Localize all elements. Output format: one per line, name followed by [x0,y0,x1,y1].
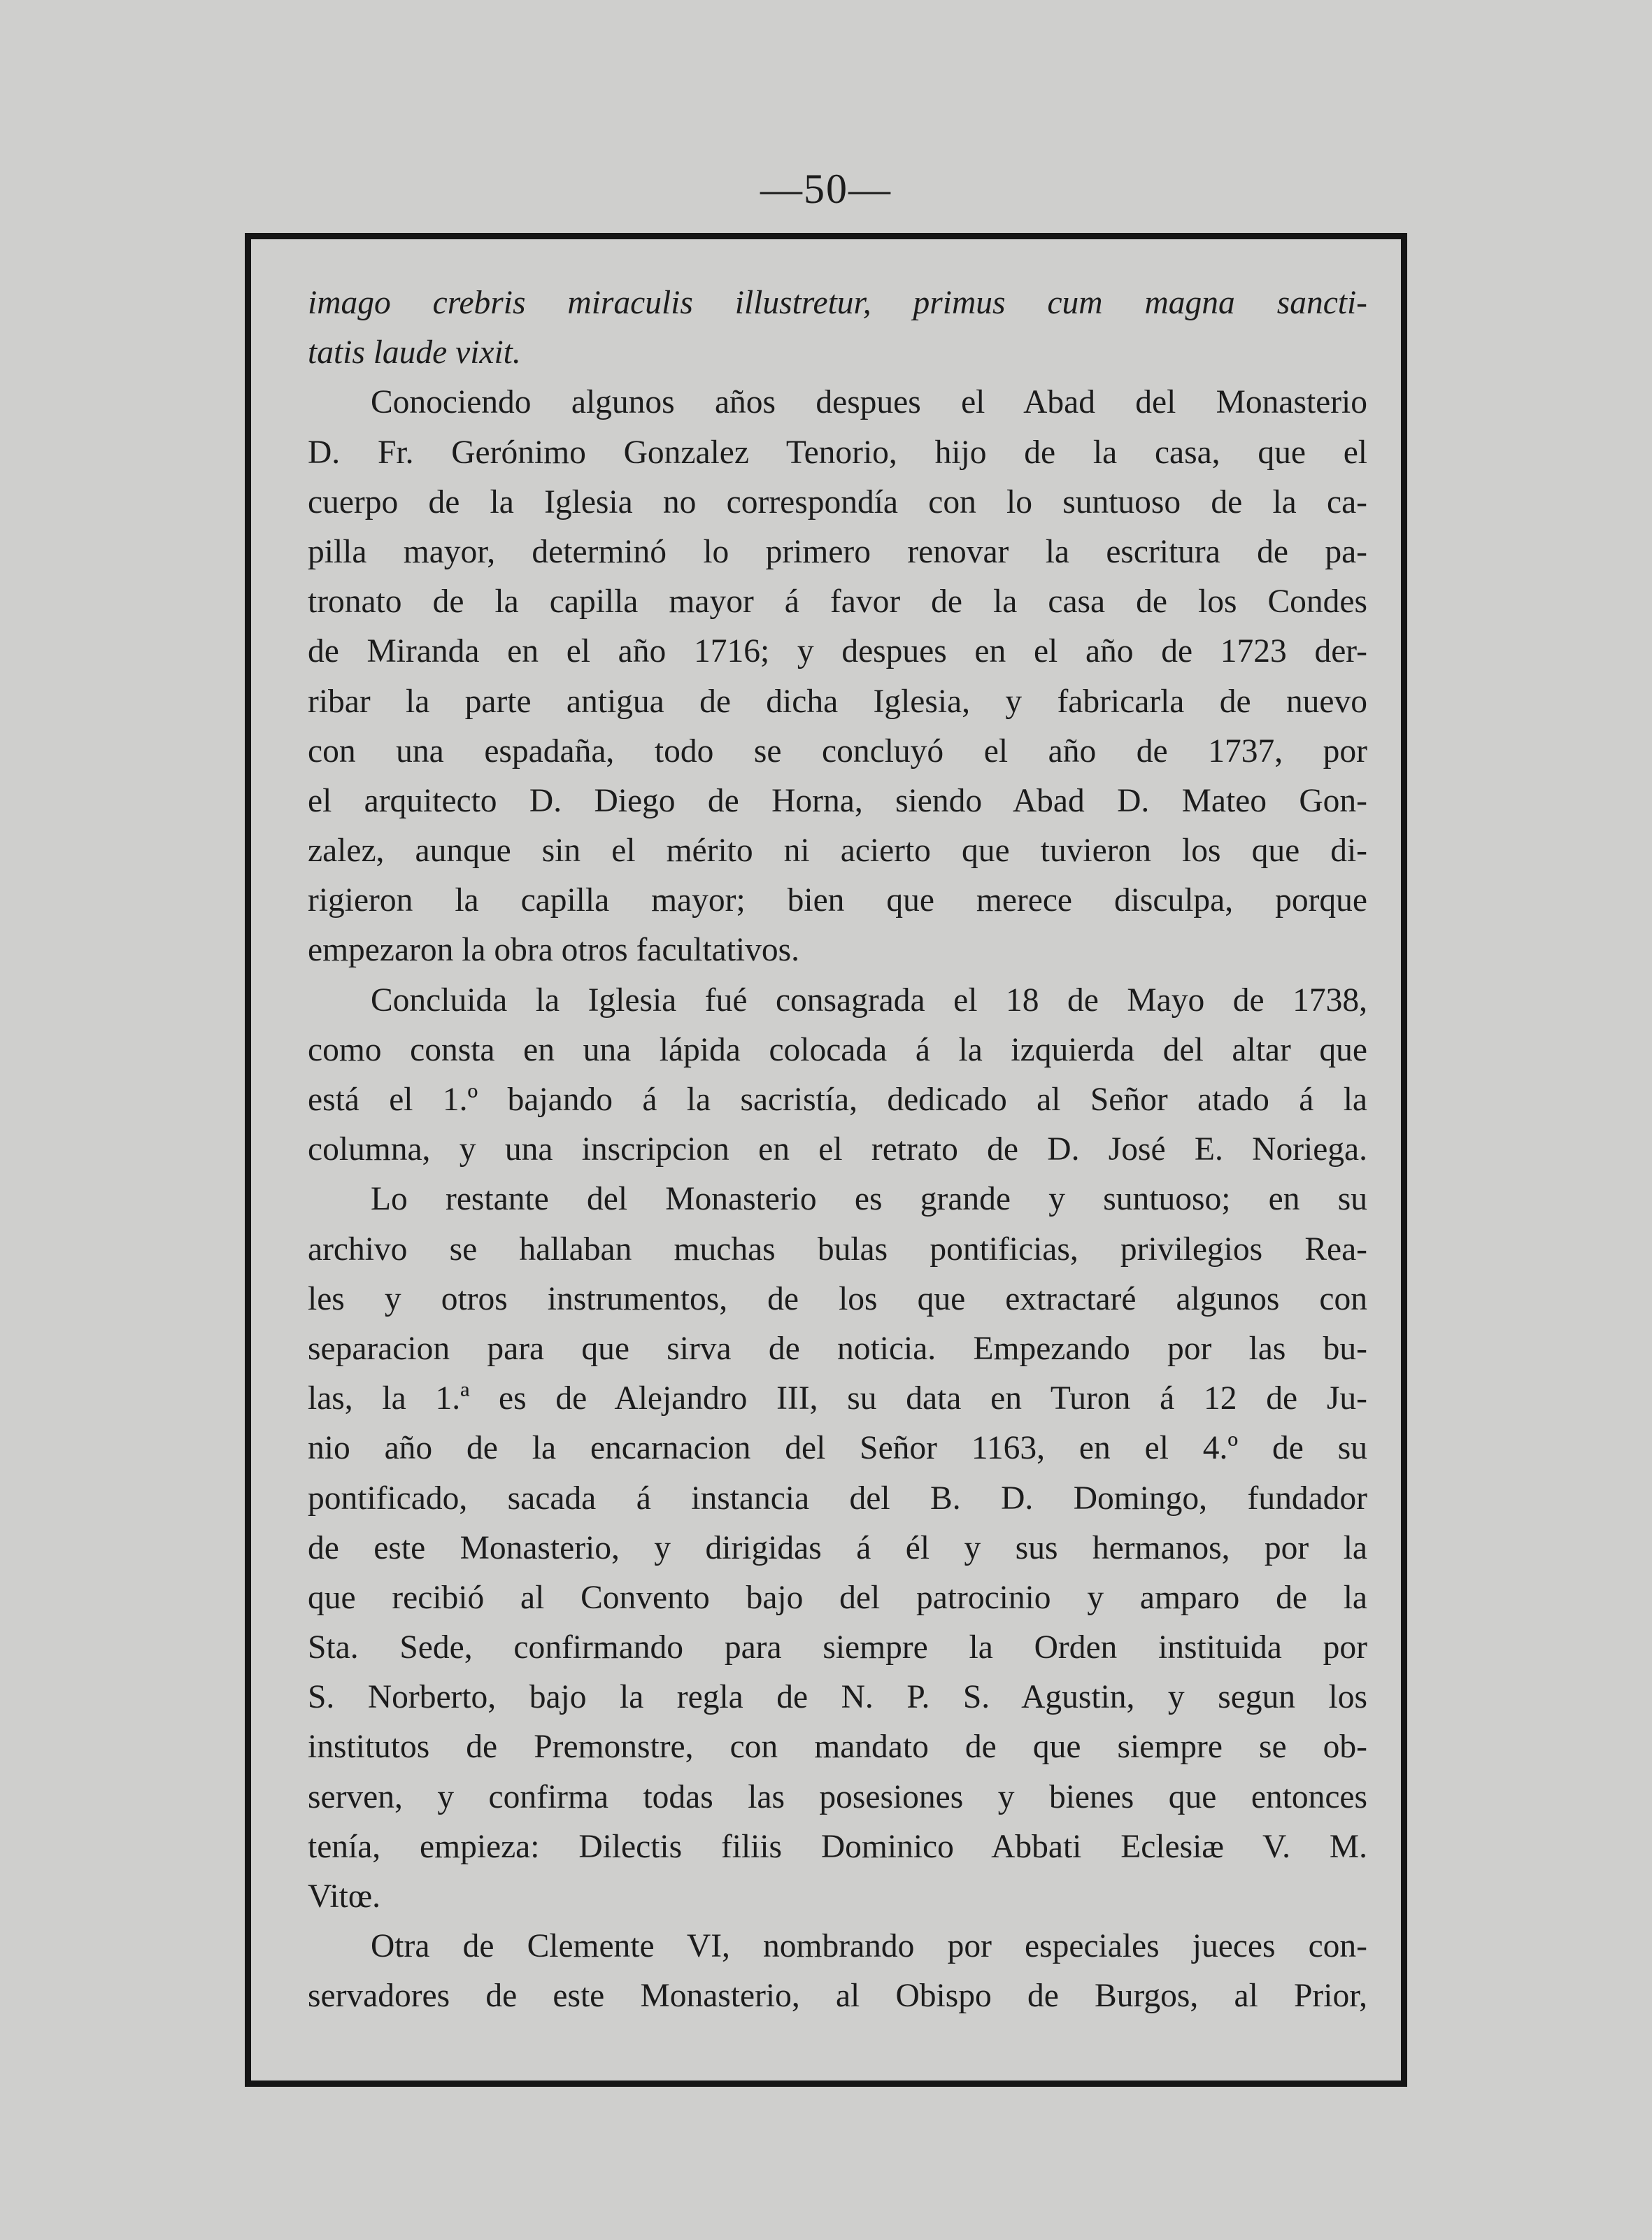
text-line: institutos de Premonstre, con mandato de que siempre se ob- [308,1729,1367,1766]
text-line: las, la 1.ª es de Alejandro III, su data en Turon á 12 de Ju- [308,1380,1367,1417]
text-line: D. Fr. Gerónimo Gonzalez Tenorio, hijo de la casa, que el [308,434,1367,471]
text-line: Lo restante del Monasterio es grande y suntuoso; en su [371,1181,1367,1218]
text-line: pontificado, sacada á instancia del B. D. Domingo, fundador [308,1480,1367,1517]
text-line: servadores de este Monasterio, al Obispo de Burgos, al Prior, [308,1978,1367,2015]
text-line: Sta. Sede, confirmando para siempre la Orden instituida por [308,1629,1367,1666]
text-line: Conociendo algunos años despues el Abad del Monasterio [371,384,1367,421]
text-line: serven, y confirma todas las posesiones y bienes que entonces [308,1778,1367,1815]
text-line: les y otros instrumentos, de los que extractaré algunos con [308,1280,1367,1317]
text-line: está el 1.º bajando á la sacristía, dedicado al Señor atado á la [308,1082,1367,1118]
text-line: pilla mayor, determinó lo primero renovar la escritura de pa- [308,533,1367,570]
text-line: Vitœ. [308,1878,381,1915]
text-line: nio año de la encarnacion del Señor 1163, en el 4.º de su [308,1430,1367,1467]
text-line: Otra de Clemente VI, nombrando por especiales jueces con- [371,1928,1367,1965]
text-line: tatis laude vixit. [308,334,521,371]
text-line: cuerpo de la Iglesia no correspondía con lo suntuoso de la ca- [308,483,1367,520]
page-number: —50— [760,166,892,212]
text-line: de este Monasterio, y dirigidas á él y sus hermanos, por la [308,1529,1367,1566]
text-line: que recibió al Convento bajo del patrocinio y amparo de la [308,1579,1367,1616]
text-line: zalez, aunque sin el mérito ni acierto que tuvieron los que di- [308,832,1367,870]
text-line: de Miranda en el año 1716; y despues en el año de 1723 der- [308,633,1367,670]
text-line: ribar la parte antigua de dicha Iglesia, y fabricarla de nuevo [308,683,1367,720]
text-line: imago crebris miraculis illustretur, primus cum magna sancti- [308,285,1367,321]
text-line: separacion para que sirva de noticia. Empezando por las bu- [308,1330,1367,1367]
text-line: S. Norberto, bajo la regla de N. P. S. Agustin, y segun los [308,1679,1367,1716]
text-line: tronato de la capilla mayor á favor de la casa de los Condes [308,583,1367,621]
text-line: con una espadaña, todo se concluyó el año de 1737, por [308,732,1367,770]
body-text [308,278,1367,2022]
text-line: archivo se hallaban muchas bulas pontificias, privilegios Rea- [308,1231,1367,1268]
text-line: Concluida la Iglesia fué consagrada el 18 de Mayo de 1738, [371,981,1367,1019]
text-line: tenía, empieza: Dilectis filiis Dominico Abbati Eclesiæ V. M. [308,1828,1367,1865]
text-line: empezaron la obra otros facultativos. [308,932,799,969]
text-line: rigieron la capilla mayor; bien que merece disculpa, porque [308,882,1367,919]
text-line: el arquitecto D. Diego de Horna, siendo Abad D. Mateo Gon- [308,782,1367,819]
text-line: como consta en una lápida colocada á la izquierda del altar que [308,1031,1367,1068]
text-line: columna, y una inscripcion en el retrato de D. José E. Noriega. [308,1131,1367,1168]
